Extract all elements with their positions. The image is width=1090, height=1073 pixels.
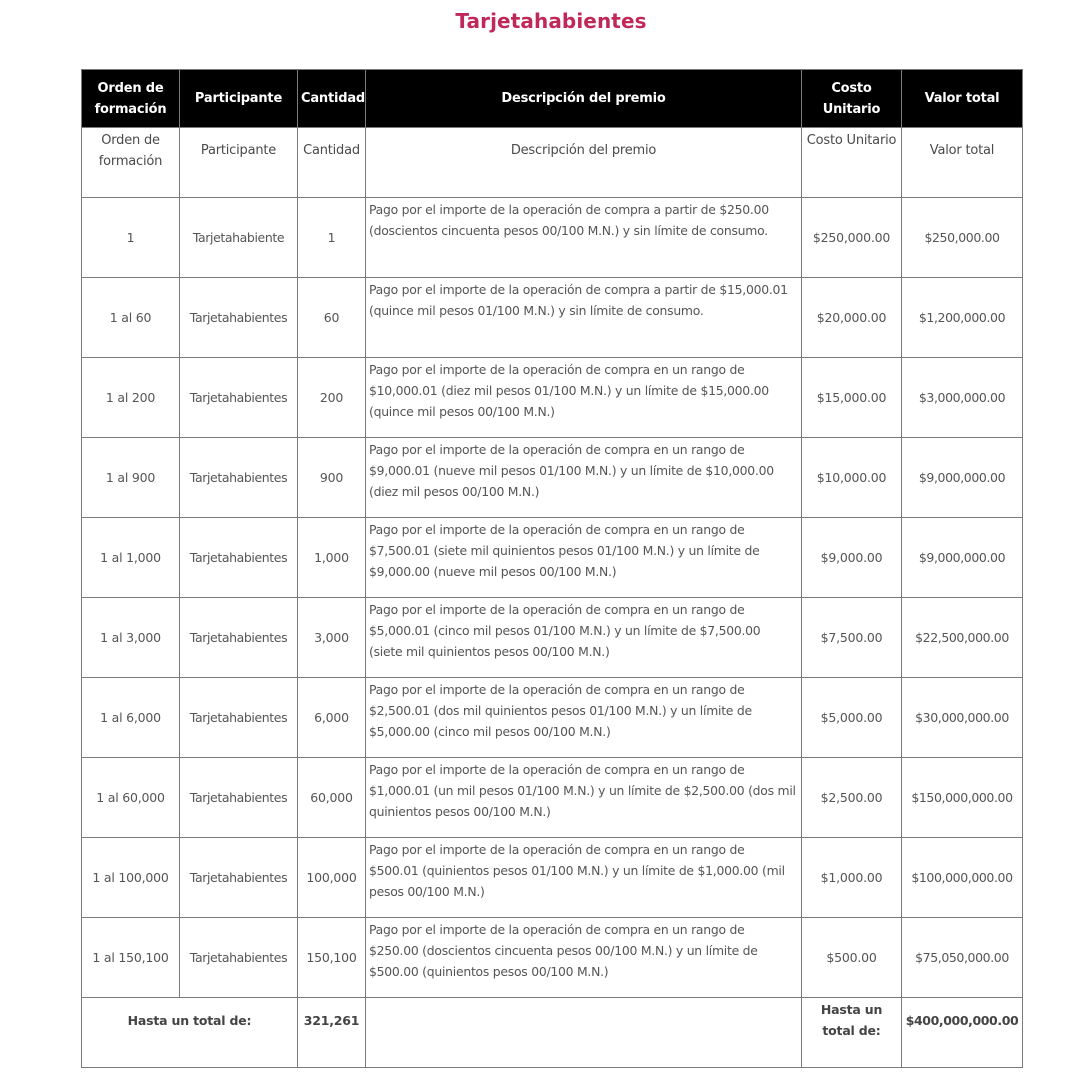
cell-participante: Tarjetahabientes: [180, 438, 298, 518]
cell-participante: Tarjetahabientes: [180, 918, 298, 998]
cell-descripcion: Pago por el importe de la operación de compra a partir de $15,000.01 (quince mil pesos 01/100 M.N.) y sin límite de consumo.: [366, 278, 802, 358]
cell-cantidad: 150,100: [298, 918, 366, 998]
cell-orden: 1 al 60,000: [82, 758, 180, 838]
header-costo: Costo Unitario: [802, 128, 902, 198]
table-header-row-dark: [82, 70, 1023, 128]
header-orden: Orden de formación: [82, 128, 180, 198]
cell-cantidad: 3,000: [298, 598, 366, 678]
cell-participante: Tarjetahabientes: [180, 838, 298, 918]
cell-cantidad: 900: [298, 438, 366, 518]
cell-participante: Tarjetahabientes: [180, 358, 298, 438]
cell-descripcion: Pago por el importe de la operación de compra en un rango de $250.00 (doscientos cincuenta pesos 00/100 M.N.) y un límite de $500.00 (quinientos pesos 00/100 M.N.): [366, 918, 802, 998]
cell-descripcion: Pago por el importe de la operación de compra en un rango de $7,500.01 (siete mil quinientos pesos 01/100 M.N.) y un límite de $9,000.00 (nueve mil pesos 00/100 M.N.): [366, 518, 802, 598]
cell-costo: $15,000.00: [802, 358, 902, 438]
cell-cantidad: 100,000: [298, 838, 366, 918]
cell-valor: $250,000.00: [902, 198, 1023, 278]
header-participante: Participante: [180, 70, 298, 128]
cell-costo: $500.00: [802, 918, 902, 998]
cell-cantidad: 60,000: [298, 758, 366, 838]
total-descripcion: [366, 998, 802, 1068]
cell-valor: $100,000,000.00: [902, 838, 1023, 918]
cell-participante: Tarjetahabiente: [180, 198, 298, 278]
cell-participante: Tarjetahabientes: [180, 758, 298, 838]
header-participante: Participante: [180, 128, 298, 198]
cell-participante: Tarjetahabientes: [180, 278, 298, 358]
table-header-row-light: [82, 128, 1023, 198]
cell-orden: 1 al 150,100: [82, 918, 180, 998]
cell-descripcion: Pago por el importe de la operación de compra en un rango de $10,000.01 (diez mil pesos 01/100 M.N.) y un límite de $15,000.00 (quince mil pesos 00/100 M.N.): [366, 358, 802, 438]
cell-costo: $2,500.00: [802, 758, 902, 838]
cell-cantidad: 60: [298, 278, 366, 358]
total-label: Hasta un total de:: [82, 998, 298, 1068]
cell-costo: $10,000.00: [802, 438, 902, 518]
header-costo: Costo Unitario: [802, 70, 902, 128]
header-descripcion: Descripción del premio: [366, 128, 802, 198]
cell-cantidad: 200: [298, 358, 366, 438]
cell-valor: $22,500,000.00: [902, 598, 1023, 678]
cell-descripcion: Pago por el importe de la operación de compra en un rango de $1,000.01 (un mil pesos 01/100 M.N.) y un límite de $2,500.00 (dos mil quinientos pesos 00/100 M.N.): [366, 758, 802, 838]
table-row: [82, 278, 1023, 358]
cell-costo: $250,000.00: [802, 198, 902, 278]
header-valor: Valor total: [902, 70, 1023, 128]
table-row: [82, 438, 1023, 518]
cell-costo: $9,000.00: [802, 518, 902, 598]
cell-valor: $30,000,000.00: [902, 678, 1023, 758]
header-cantidad: Cantidad: [298, 70, 366, 128]
cell-orden: 1 al 200: [82, 358, 180, 438]
cell-costo: $7,500.00: [802, 598, 902, 678]
total-label-right: Hasta un total de:: [802, 998, 902, 1068]
cell-valor: $75,050,000.00: [902, 918, 1023, 998]
table-row: [82, 598, 1023, 678]
cell-orden: 1 al 3,000: [82, 598, 180, 678]
table-row: [82, 758, 1023, 838]
table-row: [82, 518, 1023, 598]
cell-descripcion: Pago por el importe de la operación de compra en un rango de $5,000.01 (cinco mil pesos 01/100 M.N.) y un límite de $7,500.00 (siete mil quinientos pesos 00/100 M.N.): [366, 598, 802, 678]
cell-descripcion: Pago por el importe de la operación de compra en un rango de $500.01 (quinientos pesos 01/100 M.N.) y un límite de $1,000.00 (mil pesos 00/100 M.N.): [366, 838, 802, 918]
cell-cantidad: 1: [298, 198, 366, 278]
cell-participante: Tarjetahabientes: [180, 518, 298, 598]
table-row: [82, 838, 1023, 918]
cell-valor: $9,000,000.00: [902, 438, 1023, 518]
cell-valor: $9,000,000.00: [902, 518, 1023, 598]
cell-costo: $1,000.00: [802, 838, 902, 918]
header-cantidad: Cantidad: [298, 128, 366, 198]
total-cantidad: 321,261: [298, 998, 366, 1068]
cell-participante: Tarjetahabientes: [180, 598, 298, 678]
cell-orden: 1 al 1,000: [82, 518, 180, 598]
total-valor: $400,000,000.00: [902, 998, 1023, 1068]
cell-orden: 1 al 900: [82, 438, 180, 518]
cell-participante: Tarjetahabientes: [180, 678, 298, 758]
cell-descripcion: Pago por el importe de la operación de compra a partir de $250.00 (doscientos cincuenta pesos 00/100 M.N.) y sin límite de consumo.: [366, 198, 802, 278]
cell-cantidad: 1,000: [298, 518, 366, 598]
cell-descripcion: Pago por el importe de la operación de compra en un rango de $2,500.01 (dos mil quinientos pesos 01/100 M.N.) y un límite de $5,000.00 (cinco mil pesos 00/100 M.N.): [366, 678, 802, 758]
cell-cantidad: 6,000: [298, 678, 366, 758]
header-orden: Orden de formación: [82, 70, 180, 128]
table-row: [82, 198, 1023, 278]
prizes-table: [81, 69, 1023, 1068]
cell-orden: 1 al 100,000: [82, 838, 180, 918]
cell-descripcion: Pago por el importe de la operación de compra en un rango de $9,000.01 (nueve mil pesos 01/100 M.N.) y un límite de $10,000.00 (diez mil pesos 00/100 M.N.): [366, 438, 802, 518]
table-total-row: [82, 998, 1023, 1068]
header-descripcion: Descripción del premio: [366, 70, 802, 128]
cell-costo: $5,000.00: [802, 678, 902, 758]
table-row: [82, 918, 1023, 998]
header-valor: Valor total: [902, 128, 1023, 198]
cell-orden: 1 al 60: [82, 278, 180, 358]
cell-orden: 1 al 6,000: [82, 678, 180, 758]
cell-valor: $1,200,000.00: [902, 278, 1023, 358]
cell-orden: 1: [82, 198, 180, 278]
cell-valor: $150,000,000.00: [902, 758, 1023, 838]
cell-valor: $3,000,000.00: [902, 358, 1023, 438]
table-row: [82, 358, 1023, 438]
page-title: Tarjetahabientes: [455, 9, 647, 33]
table-row: [82, 678, 1023, 758]
cell-costo: $20,000.00: [802, 278, 902, 358]
